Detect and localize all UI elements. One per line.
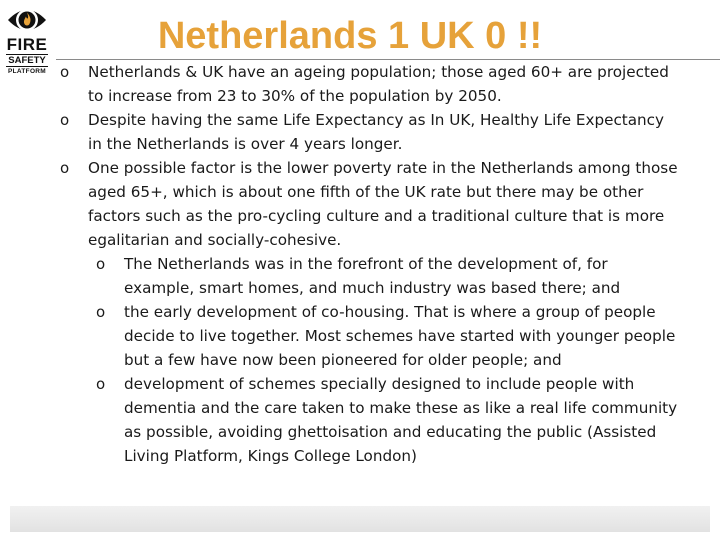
bullet-text: Netherlands & UK have an ageing population; those aged 60+ are projected to increase from 23 to 30% of the population by 2050. [88,63,669,105]
logo-text-safety: SAFETY [6,54,48,67]
logo-text-platform: PLATFORM [7,68,47,75]
bullet-circle-icon: o [60,63,70,81]
footer-band [10,506,710,532]
bullet-item [60,108,680,156]
bullet-item [60,60,680,108]
sub-bullet-item [96,252,680,300]
eye-flame-icon [6,3,48,37]
bullet-text: Despite having the same Life Expectancy as In UK, Healthy Life Expectancy in the Netherlands is over 4 years longer. [88,111,665,153]
sub-bullet-text: the early development of co-housing. That is where a group of people decide to live together. Most schemes have started with younger people but a few have now been pioneered for older people; and [124,303,676,369]
bullet-item [60,156,680,468]
slide-body [60,60,680,468]
bullet-text: One possible factor is the lower poverty rate in the Netherlands among those aged 65+, which is about one fifth of the UK rate but there may be other factors such as the pro-cycling culture and a traditional culture that is more egalitarian and socially-cohesive. [88,159,678,249]
sub-bullet-list [96,252,680,468]
bullet-list [60,60,680,468]
bullet-circle-icon: o [96,375,106,393]
sub-bullet-text: development of schemes specially designed to include people with dementia and the care taken to make these as like a real life community as possible, avoiding ghettoisation and educating the public (Assisted Living Platform, Kings College London) [124,375,678,465]
sub-bullet-text: The Netherlands was in the forefront of the development of, for example, smart homes, and much industry was based there; and [124,255,621,297]
bullet-circle-icon: o [60,159,70,177]
sub-bullet-item [96,300,680,372]
bullet-circle-icon: o [96,303,106,321]
logo-text-fire: FIRE [6,35,48,54]
sub-bullet-item [96,372,680,468]
bullet-circle-icon: o [60,111,70,129]
bullet-circle-icon: o [96,255,106,273]
fire-safety-platform-logo [2,3,52,79]
slide-title: Netherlands 1 UK 0 !! [157,15,543,57]
